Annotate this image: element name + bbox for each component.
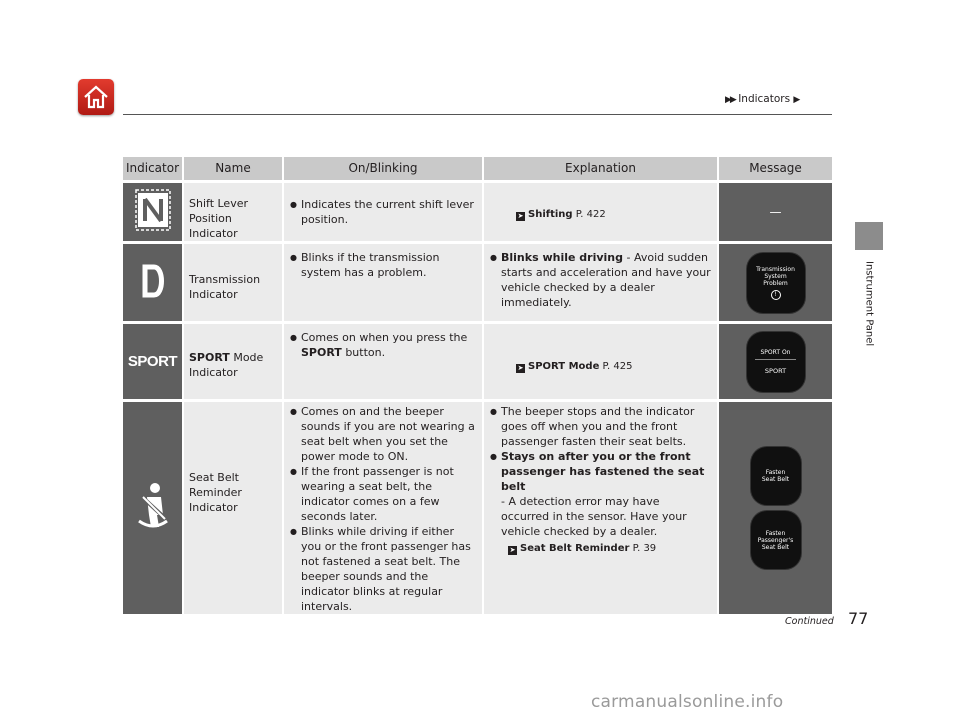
transmission-d-icon xyxy=(138,263,168,299)
xref-page: P. 39 xyxy=(632,543,657,554)
header-rule xyxy=(123,114,832,115)
column-header: Explanation xyxy=(484,157,719,180)
watermark: carmanualsonline.info xyxy=(591,692,784,712)
xref-page: P. 425 xyxy=(602,361,633,372)
indicator-cell xyxy=(123,399,184,614)
column-header: Message xyxy=(719,157,832,180)
display-text: SPORT xyxy=(764,366,787,375)
display-text: Passenger's xyxy=(757,536,794,544)
indicator-table xyxy=(123,157,832,614)
home-icon xyxy=(82,84,110,110)
bullet-item: ● Blinks if the transmission system has a problem. xyxy=(290,250,476,280)
mid-display xyxy=(751,447,801,505)
indicator-name-bold: SPORT xyxy=(189,351,230,364)
breadcrumb-label: Indicators xyxy=(738,93,791,105)
mid-display xyxy=(751,511,801,569)
continued-label: Continued xyxy=(785,616,834,627)
indicator-name: Indicator xyxy=(189,366,238,379)
breadcrumb-end-icon: ▶ xyxy=(793,95,799,105)
bullet-item: ● Indicates the current shift lever position. xyxy=(290,197,476,227)
indicator-name: Mode xyxy=(229,351,264,364)
bold-lead: Stays on after you or the front passenger has fastened the seat belt xyxy=(501,450,705,493)
name-cell xyxy=(184,321,284,399)
page-number: 77 xyxy=(848,609,869,628)
xref-label: Shifting xyxy=(528,209,573,220)
display-text: Transmission xyxy=(756,265,795,273)
xref-page: P. 422 xyxy=(575,209,606,220)
on-blinking-cell xyxy=(284,241,484,321)
warning-icon: ! xyxy=(771,290,781,300)
bullet-text: button. xyxy=(341,346,386,359)
table-row xyxy=(123,241,832,321)
explanation-cell xyxy=(484,180,719,241)
display-text: Fasten xyxy=(765,469,786,476)
table-header-row xyxy=(123,157,832,180)
table-row xyxy=(123,399,832,614)
xref-arrow-icon: ➤ xyxy=(509,546,516,554)
bullet-item: ● The beeper stops and the indicator goes off when you and the front passenger fasten their seat belts. xyxy=(490,404,711,449)
bullet-item: ● Blinks while driving if either you or the front passenger has not fastened a seat belt. The beeper sounds and the indicator blinks at regular intervals. xyxy=(290,524,476,614)
sport-icon: SPORT xyxy=(127,352,178,370)
display-text: SPORT On xyxy=(755,349,797,360)
table-row xyxy=(123,180,832,241)
no-message: — xyxy=(769,204,782,219)
name-cell xyxy=(184,180,284,241)
xref-label: SPORT Mode xyxy=(528,361,600,372)
bullet-text: Comes on when you press the xyxy=(301,331,468,344)
explanation-cell xyxy=(484,241,719,321)
mid-display xyxy=(747,253,805,313)
mid-display xyxy=(747,332,805,392)
cross-reference-link[interactable] xyxy=(490,359,711,374)
column-header: Name xyxy=(184,157,284,180)
message-cell xyxy=(719,321,832,399)
display-text: Fasten xyxy=(765,529,786,537)
table-row xyxy=(123,321,832,399)
xref-label: Seat Belt Reminder xyxy=(520,543,630,554)
on-blinking-cell xyxy=(284,321,484,399)
cross-reference-link[interactable] xyxy=(490,207,711,222)
display-text: System xyxy=(764,272,787,280)
column-header: On/Blinking xyxy=(284,157,484,180)
breadcrumb-arrows-icon: ▶▶ xyxy=(725,95,735,105)
message-cell xyxy=(719,241,832,321)
display-text: Problem xyxy=(763,279,788,287)
on-blinking-cell xyxy=(284,180,484,241)
message-cell xyxy=(719,399,832,614)
bullet-item: ● Comes on and the beeper sounds if you are not wearing a seat belt when you set the power mode to ON. xyxy=(290,404,476,464)
indicator-name: Transmission Indicator xyxy=(189,273,261,301)
display-text: Seat Belt xyxy=(761,543,790,551)
xref-arrow-icon: ➤ xyxy=(517,364,524,372)
bullet-item xyxy=(490,449,711,539)
bullet-item xyxy=(490,250,711,310)
xref-arrow-icon: ➤ xyxy=(517,212,524,220)
bullet-item xyxy=(290,330,476,360)
explanation-text: - A detection error may have occurred in the sensor. Have your vehicle checked by a dealer. xyxy=(501,495,687,538)
indicator-cell xyxy=(123,180,184,241)
explanation-cell xyxy=(484,399,719,614)
seat-belt-icon xyxy=(133,481,173,531)
indicator-cell xyxy=(123,321,184,399)
bold-lead: Blinks while driving xyxy=(501,251,623,264)
shift-lever-n-icon xyxy=(135,187,171,233)
name-cell xyxy=(184,399,284,614)
indicator-name: Seat Belt Reminder Indicator xyxy=(189,471,242,514)
name-cell xyxy=(184,241,284,321)
bullet-bold: SPORT xyxy=(301,346,342,359)
cross-reference-link[interactable] xyxy=(490,541,711,556)
column-header: Indicator xyxy=(123,157,184,180)
explanation-cell xyxy=(484,321,719,399)
indicator-name: Shift Lever Position Indicator xyxy=(189,197,249,240)
message-cell xyxy=(719,180,832,241)
section-label: Instrument Panel xyxy=(863,261,875,347)
explanation-text: - Avoid sudden starts and acceleration and have your vehicle checked by a dealer immediately. xyxy=(501,251,711,309)
on-blinking-cell xyxy=(284,399,484,614)
breadcrumb[interactable] xyxy=(725,93,798,105)
home-button[interactable] xyxy=(78,79,114,115)
bullet-item: ● If the front passenger is not wearing a seat belt, the indicator comes on a few seconds later. xyxy=(290,464,476,524)
display-text: Seat Belt xyxy=(761,476,790,483)
indicator-cell xyxy=(123,241,184,321)
